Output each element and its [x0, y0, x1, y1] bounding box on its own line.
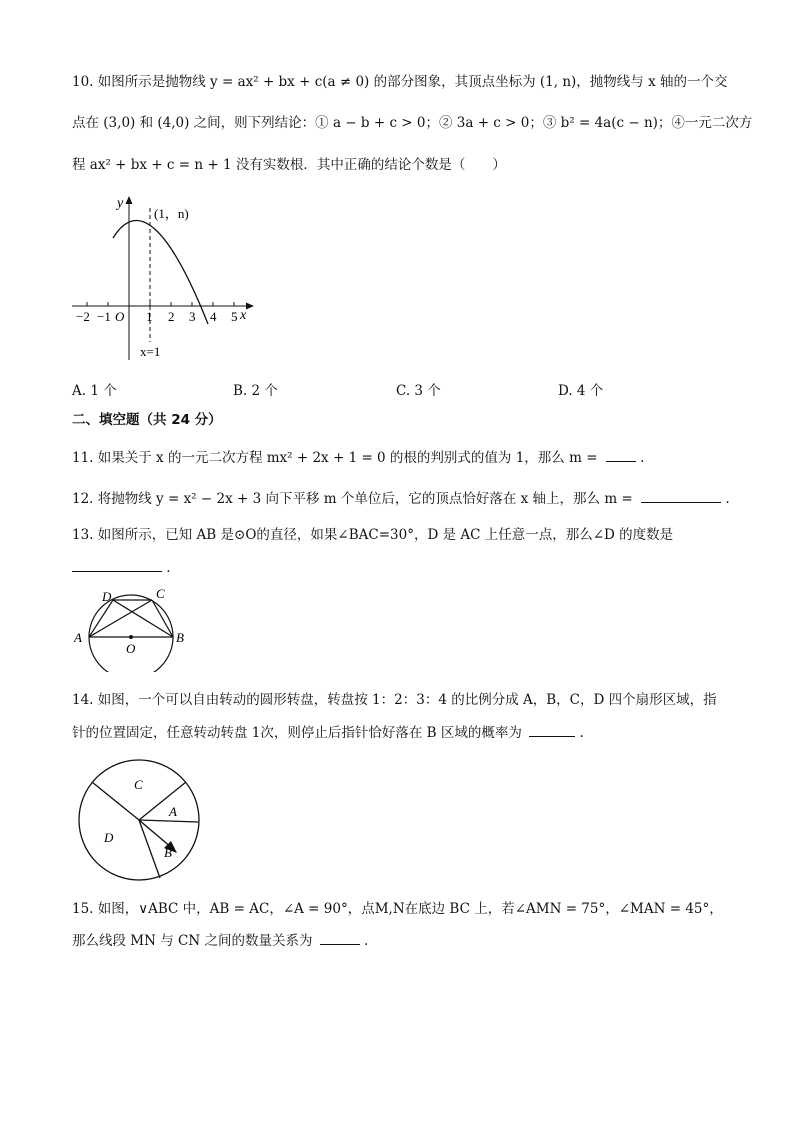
y-label: y — [117, 196, 124, 211]
q14-answer-blank[interactable] — [529, 722, 575, 737]
tick-label-1: 1 — [146, 309, 153, 324]
q15-end: . — [364, 933, 369, 949]
tick-label-5: 5 — [231, 309, 238, 324]
label-d: D — [102, 589, 112, 604]
label-o: O — [126, 641, 136, 656]
tick-label-2: 2 — [168, 309, 175, 324]
q14-line-1: 14. 如图，一个可以自由转动的圆形转盘，转盘按 1：2：3：4 的比例分成 A，B，C，D 四个扇形区域，指 — [72, 692, 717, 708]
sector-label-d: D — [104, 830, 114, 845]
q10-parabola-graph — [68, 190, 258, 368]
section-heading: 二、填空题（共 24 分） — [72, 412, 222, 428]
q15-line-1: 15. 如图，∨ABC 中，AB = AC，∠A = 90°，点M,N在底边 BC 上，若∠AMN = 75°，∠MAN = 45°， — [72, 901, 723, 917]
q11-end: . — [640, 450, 645, 466]
origin-label: O — [115, 309, 125, 324]
q13-end: . — [166, 560, 171, 576]
q14-end: . — [579, 725, 584, 741]
sector-label-a: A — [169, 804, 177, 819]
label-c: C — [156, 586, 165, 601]
tick-label-neg2: −2 — [76, 309, 90, 324]
tick-label-3: 3 — [189, 309, 196, 324]
x-label: x — [240, 308, 247, 323]
label-a: A — [74, 630, 82, 645]
q12-end: . — [725, 491, 730, 507]
q12-text: 12. 将抛物线 y = x² − 2x + 3 向下平移 m 个单位后，它的顶点恰好落在 x 轴上，那么 m = — [72, 491, 638, 507]
sector-label-c: C — [134, 777, 143, 792]
q10-option-a[interactable]: A. 1 个 — [72, 383, 117, 399]
chord-ad — [89, 600, 113, 637]
q14-spinner-figure — [72, 758, 206, 882]
tick-label-4: 4 — [210, 309, 217, 324]
center-point — [129, 635, 133, 639]
q12-text-line — [72, 488, 730, 509]
q11-answer-blank[interactable] — [606, 447, 636, 462]
q11-text-line — [72, 447, 644, 468]
label-b: B — [176, 630, 184, 645]
q15-answer-blank[interactable] — [320, 930, 360, 945]
q14-text: 针的位置固定，任意转动转盘 1次，则停止后指针恰好落在 B 区域的概率为 — [72, 725, 522, 741]
circle-o — [89, 595, 173, 672]
q13-text: 13. 如图所示，已知 AB 是⊙O的直径，如果∠BAC=30°，D 是 AC 上任意一点，那么∠D 的度数是 — [72, 527, 674, 543]
q15-line-2 — [72, 930, 368, 951]
q13-answer-blank[interactable] — [72, 557, 162, 572]
q13-answer-line — [72, 557, 171, 578]
q13-circle-figure — [68, 584, 196, 672]
y-axis-arrow — [126, 196, 133, 204]
q10-line-2: 点在 (3,0) 和 (4,0) 之间，则下列结论：① a − b + c > 0；② 3a + c > 0；③ b² = 4a(c − n)；④一元二次方 — [72, 115, 753, 131]
q12-answer-blank[interactable] — [641, 488, 721, 503]
q10-line-3: 程 ax² + bx + c = n + 1 没有实数根．其中正确的结论个数是（ ） — [72, 157, 506, 173]
x-ticks — [87, 302, 234, 306]
q10-option-c[interactable]: C. 3 个 — [396, 383, 441, 399]
q10-line-1: 10. 如图所示是抛物线 y = ax² + bx + c(a ≠ 0) 的部分图象，其顶点坐标为 (1, n)，抛物线与 x 轴的一个交 — [72, 74, 728, 90]
sector-label-b: B — [164, 845, 172, 860]
divider-2 — [139, 782, 186, 820]
tick-label-neg1: −1 — [97, 309, 111, 324]
q11-text: 11. 如果关于 x 的一元二次方程 mx² + 2x + 1 = 0 的根的判别式的值为 1，那么 m = — [72, 450, 602, 466]
q15-text: 那么线段 MN 与 CN 之间的数量关系为 — [72, 933, 313, 949]
q10-option-b[interactable]: B. 2 个 — [233, 383, 278, 399]
vertex-label: (1，n) — [154, 206, 189, 221]
divider-3 — [139, 820, 198, 822]
q14-line-2 — [72, 722, 584, 743]
q10-option-d[interactable]: D. 4 个 — [558, 383, 604, 399]
divider-1 — [92, 782, 139, 820]
x-axis-arrow — [246, 303, 254, 310]
chord-cb — [152, 600, 173, 637]
symmetry-line-label: x=1 — [140, 344, 161, 359]
